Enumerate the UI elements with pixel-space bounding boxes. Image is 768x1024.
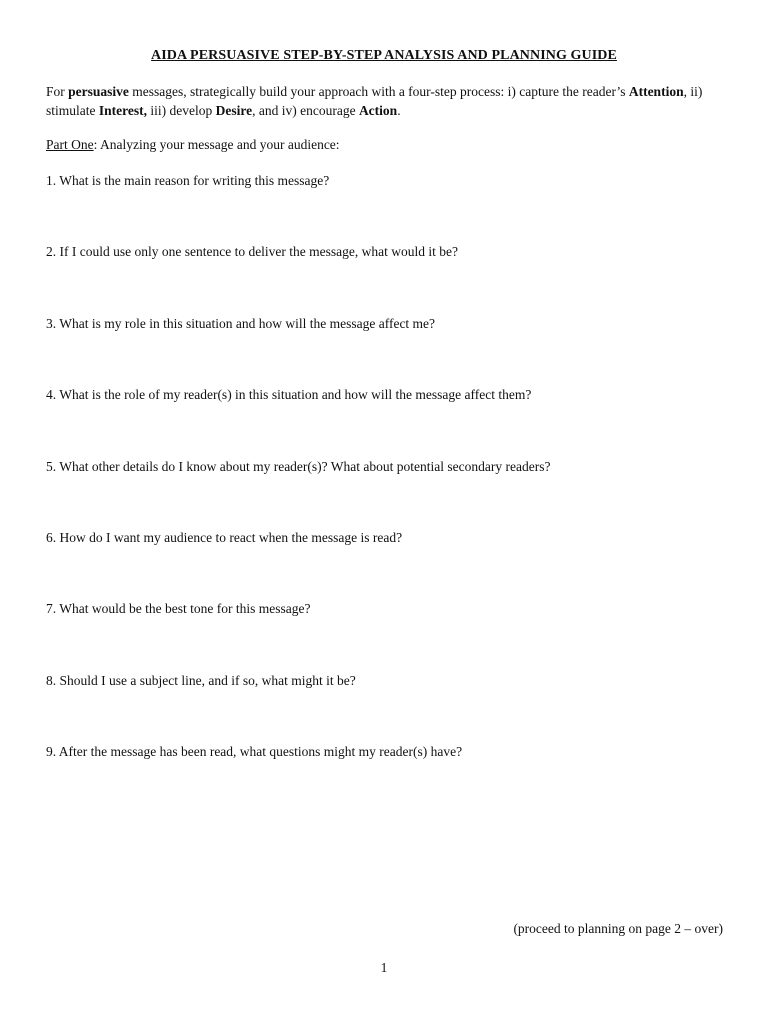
intro-text: messages, strategically build your approach with a four-step process: i) capture the reader’s [128,84,629,99]
intro-bold-persuasive: persuasive [68,84,129,99]
part-one-text: : Analyzing your message and your audience: [93,137,340,152]
intro-bold-action: Action [358,103,398,118]
page-title: AIDA PERSUASIVE STEP-BY-STEP ANALYSIS AND PLANNING GUIDE [151,48,617,63]
intro-bold-interest: Interest, [98,103,147,118]
question-8: 8. Should I use a subject line, and if so, what might it be? [46,673,356,688]
part-one-heading [46,137,340,153]
intro-text: . [397,103,401,118]
intro-bold-desire: Desire [215,103,253,118]
question-1: 1. What is the main reason for writing this message? [46,173,330,188]
page-number: 1 [380,960,388,975]
question-4: 4. What is the role of my reader(s) in this situation and how will the message affect them? [46,387,532,402]
question-3: 3. What is my role in this situation and how will the message affect me? [46,316,436,331]
question-9: 9. After the message has been read, what questions might my reader(s) have? [46,744,463,759]
intro-bold-attention: Attention [628,84,684,99]
question-6: 6. How do I want my audience to react when the message is read? [46,530,403,545]
intro-text: For [46,84,69,99]
footer-note: (proceed to planning on page 2 – over) [513,921,723,936]
intro-paragraph [46,82,736,120]
question-7: 7. What would be the best tone for this message? [46,601,311,616]
part-one-label: Part One [46,137,94,152]
intro-text: , and iv) encourage [252,103,359,118]
intro-text: , ii) stimulate [46,84,703,118]
intro-text: iii) develop [147,103,216,118]
question-2: 2. If I could use only one sentence to deliver the message, what would it be? [46,244,459,259]
question-5: 5. What other details do I know about my reader(s)? What about potential secondary readers? [46,459,551,474]
